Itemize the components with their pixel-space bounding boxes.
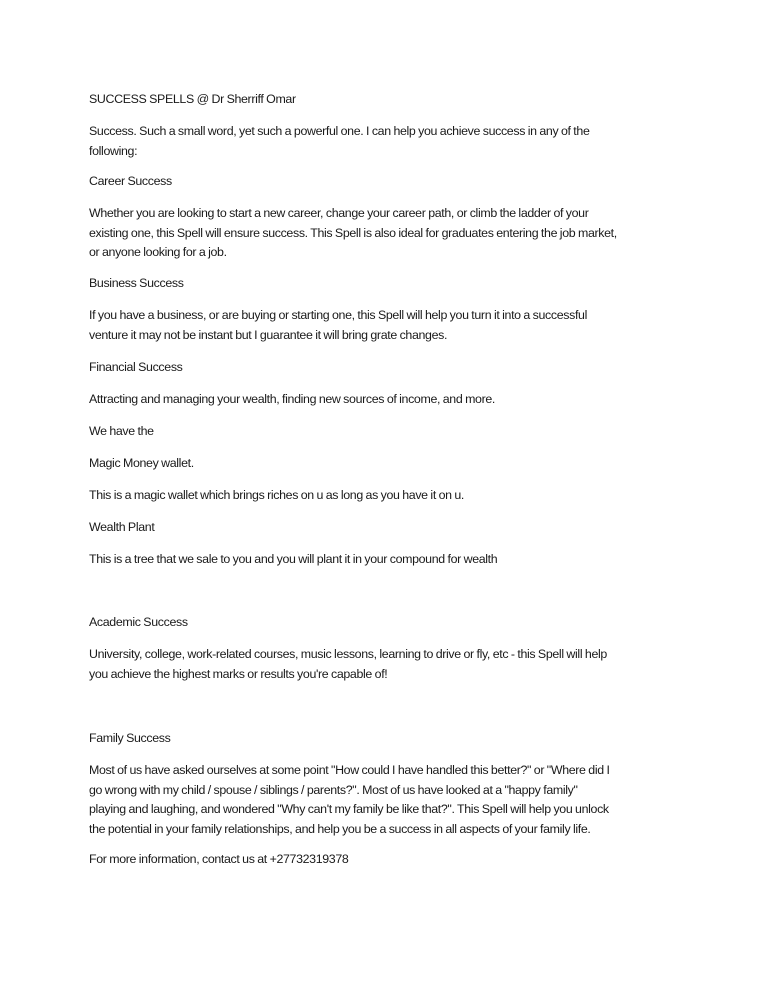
plant-heading: Wealth Plant [89,520,155,534]
family-paragraph [89,761,681,839]
career-line-2: existing one, this Spell will ensure success. This Spell is also ideal for graduates entering the job market, [89,225,617,240]
family-line-1: Most of us have asked ourselves at some point "How could I have handled this better?" or "Where did I [89,763,610,777]
family-heading: Family Success [89,731,171,745]
career-heading: Career Success [89,174,172,188]
document-title: SUCCESS SPELLS @ Dr Sherriff Omar [89,92,296,106]
academic-heading: Academic Success [89,615,188,629]
career-line-1: Whether you are looking to start a new career, change your career path, or climb the ladder of your [89,206,589,220]
intro-line-2: following: [89,143,138,158]
career-paragraph [89,204,681,263]
wallet-paragraph: This is a magic wallet which brings riches on u as long as you have it on u. [89,488,465,502]
we-have-text: We have the [89,424,154,438]
business-heading: Business Success [89,276,184,290]
contact-line: For more information, contact us at +27732319378 [89,852,349,866]
business-line-2: venture it may not be instant but I guarantee it will bring grate changes. [89,327,448,342]
academic-line-1: University, college, work-related courses, music lessons, learning to drive or fly, etc - this Spell will help [89,647,607,661]
career-line-3: or anyone looking for a job. [89,245,227,259]
financial-paragraph: Attracting and managing your wealth, finding new sources of income, and more. [89,392,496,406]
academic-line-2: you achieve the highest marks or results you're capable of! [89,666,388,681]
intro-line-1: Success. Such a small word, yet such a powerful one. I can help you achieve success in any of the [89,124,590,138]
family-line-4: the potential in your family relationships, and help you be a success in all aspects of your family life. [89,821,591,836]
business-line-1: If you have a business, or are buying or starting one, this Spell will help you turn it into a successful [89,308,587,322]
business-paragraph [89,306,681,345]
intro-paragraph [89,122,681,161]
family-line-2: go wrong with my child / spouse / siblings / parents?". Most of us have looked at a "happy family" [89,782,578,797]
financial-heading: Financial Success [89,360,183,374]
academic-paragraph [89,645,681,684]
wallet-heading: Magic Money wallet. [89,456,194,470]
document-page [89,0,681,994]
family-line-3: playing and laughing, and wondered "Why can't my family be like that?". This Spell will help you unlock [89,802,609,816]
plant-paragraph: This is a tree that we sale to you and you will plant it in your compound for wealth [89,552,498,566]
